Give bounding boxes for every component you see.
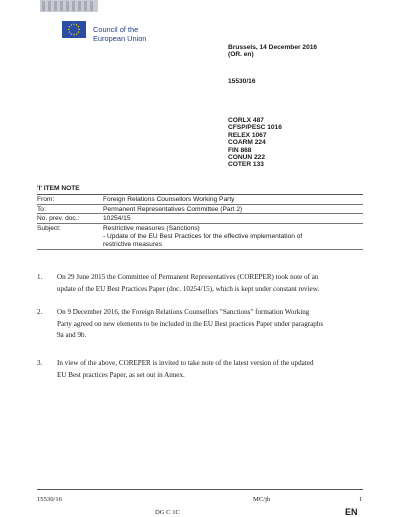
paragraph-line: On 9 December 2016, the Foreign Relations Counsellors "Sanctions" formation Working bbox=[57, 308, 310, 316]
subject-line: - Update of the EU Best Practices for the effective implementation of bbox=[103, 232, 303, 240]
place-date: Brussels, 14 December 2016 bbox=[228, 44, 318, 51]
subject-label: Subject: bbox=[37, 223, 103, 250]
from-label: From: bbox=[37, 195, 103, 204]
paragraph-number: 1. bbox=[37, 273, 43, 281]
table-row bbox=[37, 195, 363, 204]
code-item: FIN 868 bbox=[228, 146, 252, 154]
paragraph-text bbox=[57, 358, 362, 381]
footer-language: EN bbox=[345, 507, 358, 517]
note-metadata-table bbox=[37, 195, 363, 250]
paragraph-number: 2. bbox=[37, 308, 43, 316]
council-name-line1: Council of the bbox=[93, 25, 139, 34]
subject-line: restrictive measures bbox=[103, 240, 162, 248]
to-label: To: bbox=[37, 204, 103, 214]
original-language: (OR. en) bbox=[228, 51, 254, 59]
footer-divider bbox=[37, 489, 363, 490]
building-emblem-icon bbox=[0, 0, 100, 14]
code-item: CORLX 487 bbox=[228, 117, 264, 124]
paragraph-line: In view of the above, COREPER is invited to take note of the latest version of the updated bbox=[57, 359, 314, 367]
paragraph-text bbox=[57, 272, 362, 295]
paragraph-line: 9a and 9b. bbox=[57, 331, 87, 340]
council-name bbox=[93, 26, 146, 43]
note-title: 'I' ITEM NOTE bbox=[37, 185, 80, 192]
code-item: CFSP/PESC 1016 bbox=[228, 124, 282, 132]
code-item: CONUN 222 bbox=[228, 154, 266, 162]
footer-page-number: 1 bbox=[359, 496, 363, 503]
code-item: COARM 224 bbox=[228, 139, 266, 147]
table-row bbox=[37, 214, 363, 224]
table-row bbox=[37, 204, 363, 214]
council-logo bbox=[0, 0, 160, 60]
header-date-block bbox=[228, 44, 317, 59]
eu-flag-icon bbox=[62, 21, 86, 38]
footer-dg: DG C 1C bbox=[155, 509, 180, 516]
prev-doc-value: 10254/15 bbox=[103, 214, 363, 224]
prev-doc-label: No. prev. doc.: bbox=[37, 214, 103, 224]
to-value: Permanent Representatives Committee (Part 2) bbox=[103, 204, 363, 214]
paragraph-line: EU Best practices Paper, as set out in Annex. bbox=[57, 370, 185, 379]
paragraph-line: update of the EU Best Practices Paper (doc. 10254/15), which is kept under constant review. bbox=[57, 284, 320, 293]
footer-initials: MC/jh bbox=[253, 496, 271, 503]
table-row bbox=[37, 223, 363, 250]
code-item: RELEX 1067 bbox=[228, 131, 267, 139]
council-name-line2: European Union bbox=[93, 33, 147, 43]
subject-value bbox=[103, 223, 363, 250]
code-item: COTER 133 bbox=[228, 161, 264, 169]
subject-line: Restrictive measures (Sanctions) bbox=[103, 224, 200, 232]
paragraph-line: Party agreed on new elements to be included in the EU Best practices Paper under paragraphs bbox=[57, 319, 324, 328]
classification-codes bbox=[228, 117, 282, 169]
document-number: 15530/16 bbox=[228, 78, 256, 85]
from-value: Foreign Relations Counsellors Working Party bbox=[103, 195, 363, 204]
paragraph-text bbox=[57, 307, 362, 342]
paragraph-line: On 29 June 2015 the Committee of Permanent Representatives (COREPER) took note of an bbox=[57, 273, 319, 281]
footer-doc-number: 15530/16 bbox=[37, 496, 62, 503]
paragraph-number: 3. bbox=[37, 359, 43, 367]
